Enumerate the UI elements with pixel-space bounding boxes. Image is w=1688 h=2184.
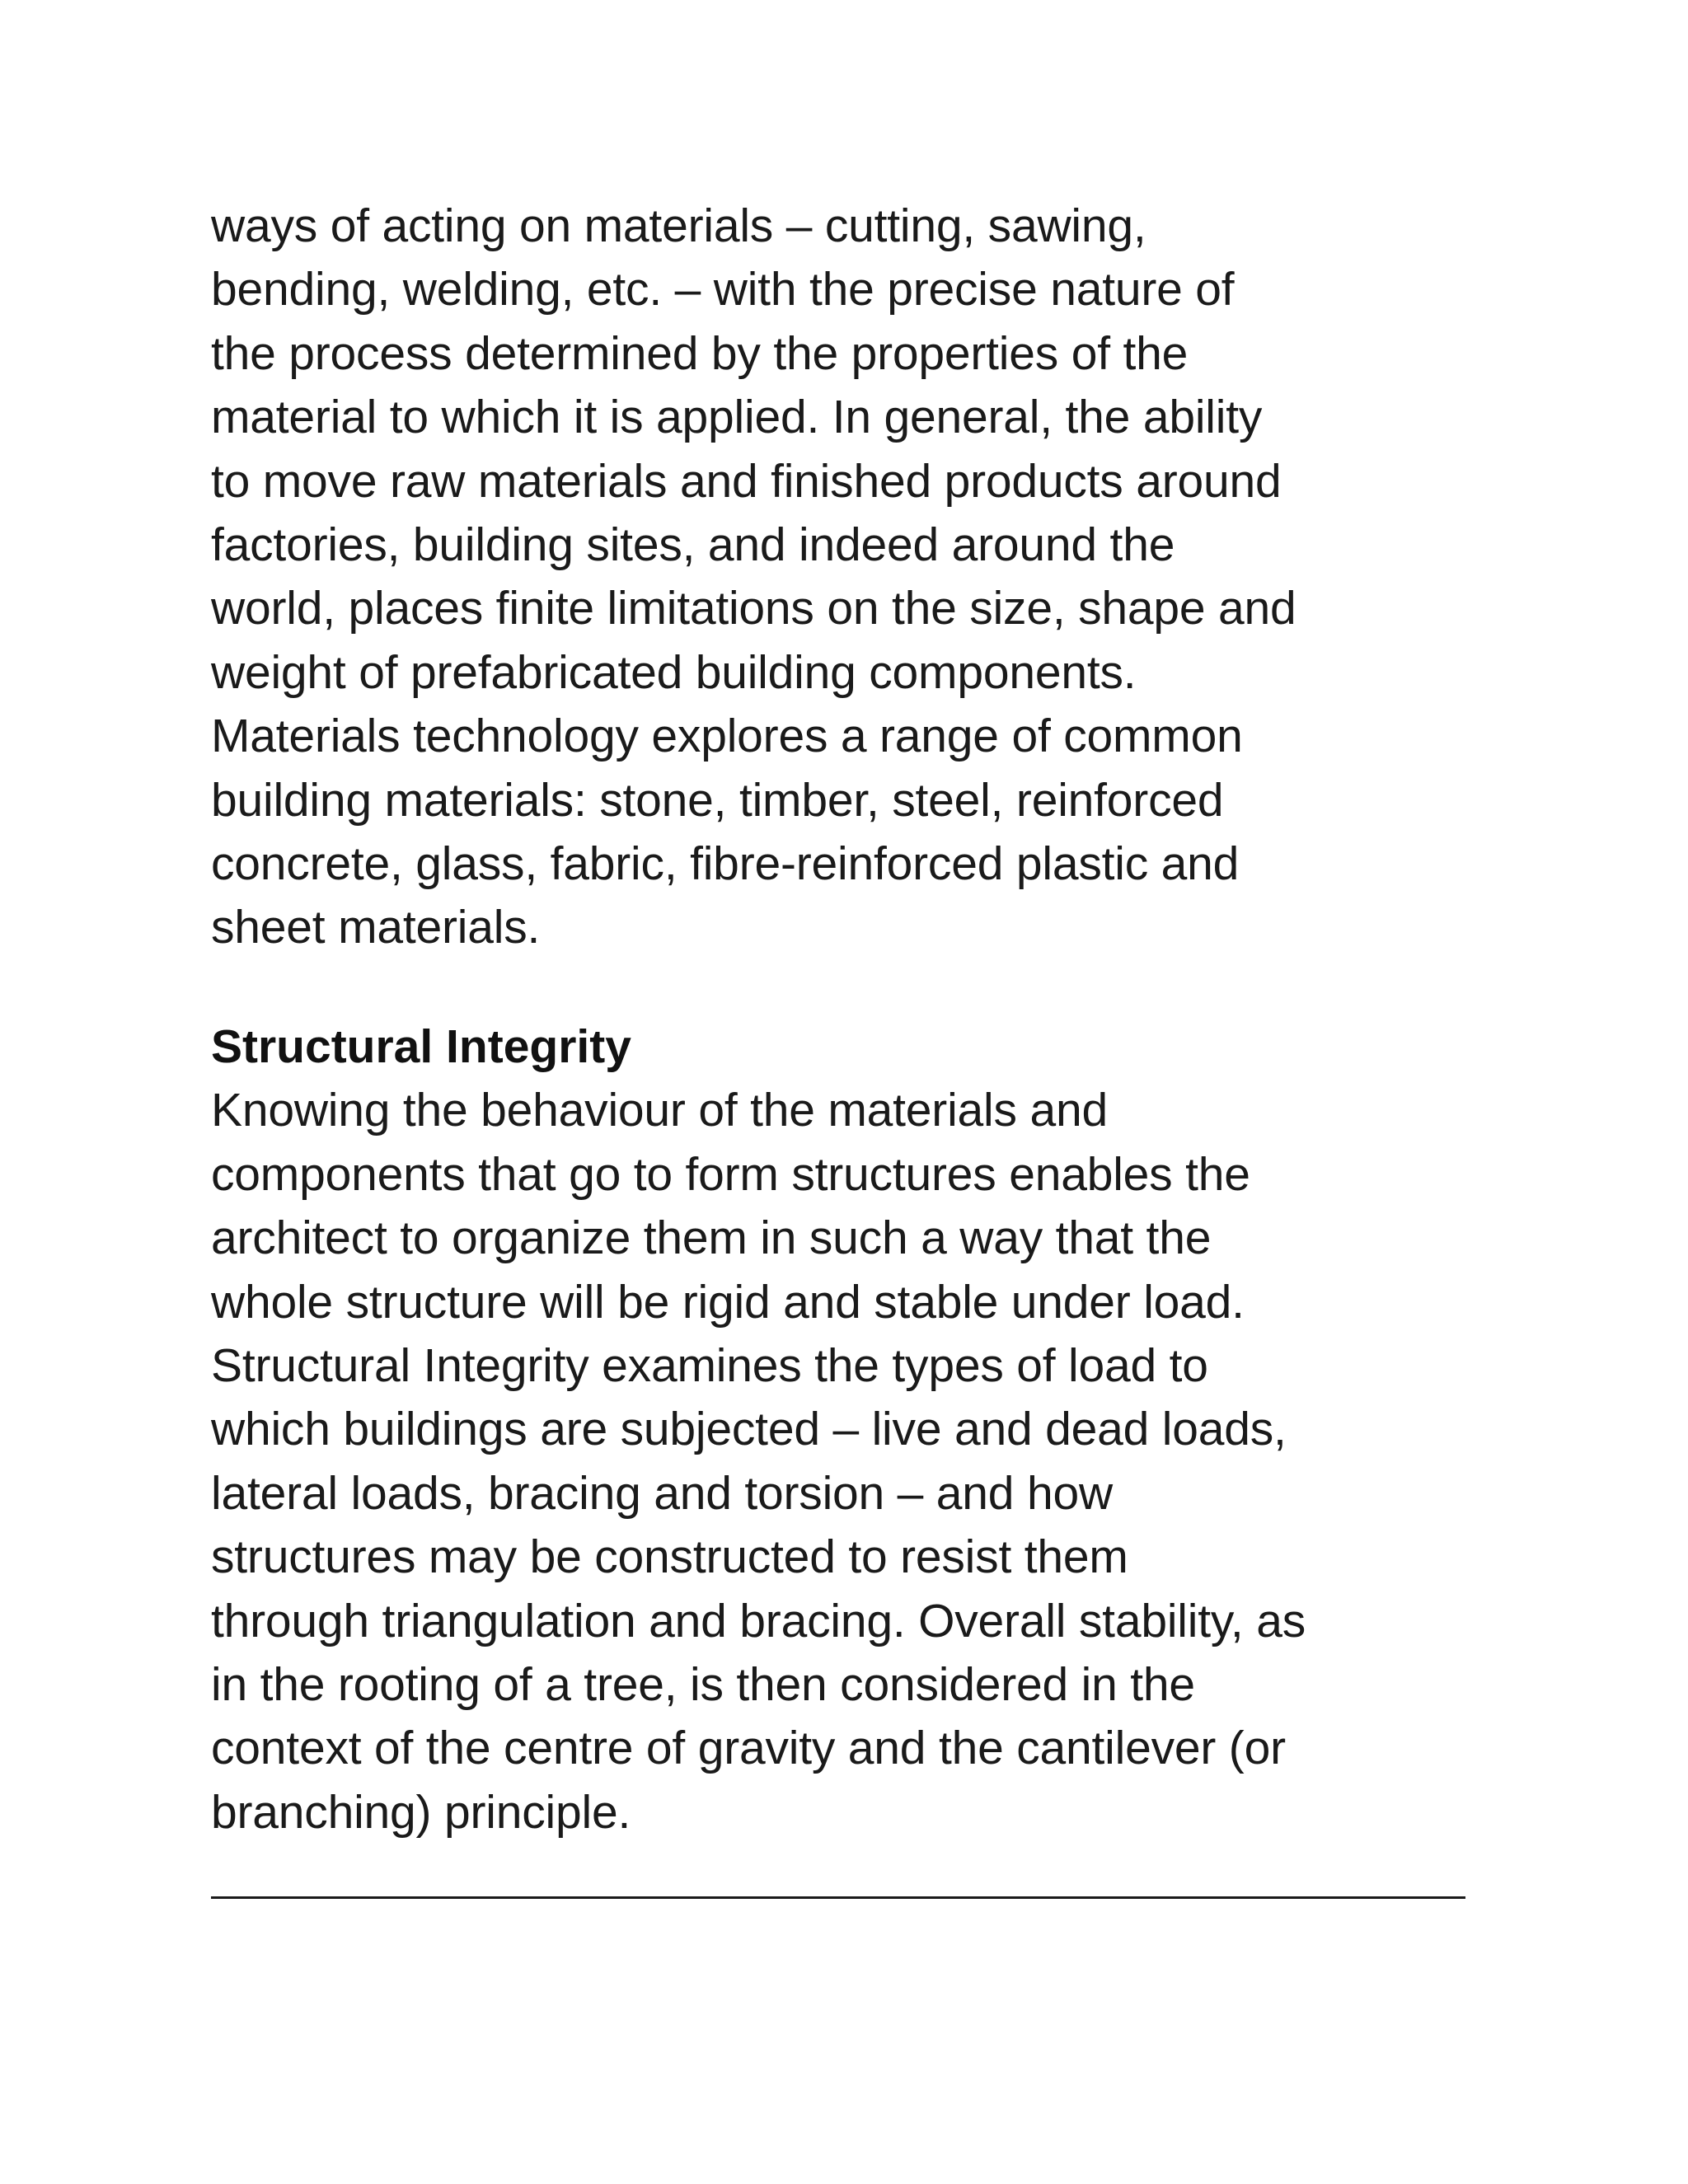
text-line: lateral loads, bracing and torsion – and how: [211, 1466, 1113, 1520]
text-line: the process determined by the properties of the: [211, 326, 1189, 380]
page-content: [211, 194, 1472, 1844]
text-line: weight of prefabricated building components.: [211, 645, 1137, 699]
text-line: in the rooting of a tree, is then considered in the: [211, 1657, 1195, 1711]
text-line: whole structure will be rigid and stable under load.: [211, 1275, 1245, 1329]
text-line: branching) principle.: [211, 1785, 631, 1839]
text-line: ways of acting on materials – cutting, sawing,: [211, 199, 1146, 252]
text-line: structures may be constructed to resist them: [211, 1530, 1128, 1584]
section-heading: Structural Integrity: [211, 1019, 631, 1073]
text-line: through triangulation and bracing. Overall stability, as: [211, 1594, 1306, 1647]
text-line: components that go to form structures enables the: [211, 1147, 1250, 1201]
text-line: architect to organize them in such a way that the: [211, 1212, 1212, 1265]
text-line: Structural Integrity examines the types of load to: [211, 1338, 1208, 1392]
text-line: concrete, glass, fabric, fibre-reinforced plastic and: [211, 837, 1240, 891]
text-line: building materials: stone, timber, steel, reinforced: [211, 773, 1224, 827]
text-line: context of the centre of gravity and the cantilever (or: [211, 1722, 1286, 1775]
text-line: factories, building sites, and indeed around the: [211, 518, 1175, 572]
text-line: Materials technology explores a range of common: [211, 710, 1243, 763]
text-line: bending, welding, etc. – with the precise nature of: [211, 263, 1235, 316]
text-line: Knowing the behaviour of the materials and: [211, 1084, 1108, 1137]
text-line: material to which it is applied. In general, the ability: [211, 391, 1263, 444]
text-line: which buildings are subjected – live and dead loads,: [211, 1403, 1287, 1456]
text-line: to move raw materials and finished products around: [211, 454, 1282, 508]
text-line: sheet materials.: [211, 901, 541, 954]
horizontal-rule: [211, 1896, 1465, 1899]
text-line: world, places finite limitations on the size, shape and: [211, 582, 1296, 635]
paragraph-structural-integrity: [211, 1079, 1472, 1844]
paragraph-materials-technology: [211, 194, 1472, 960]
